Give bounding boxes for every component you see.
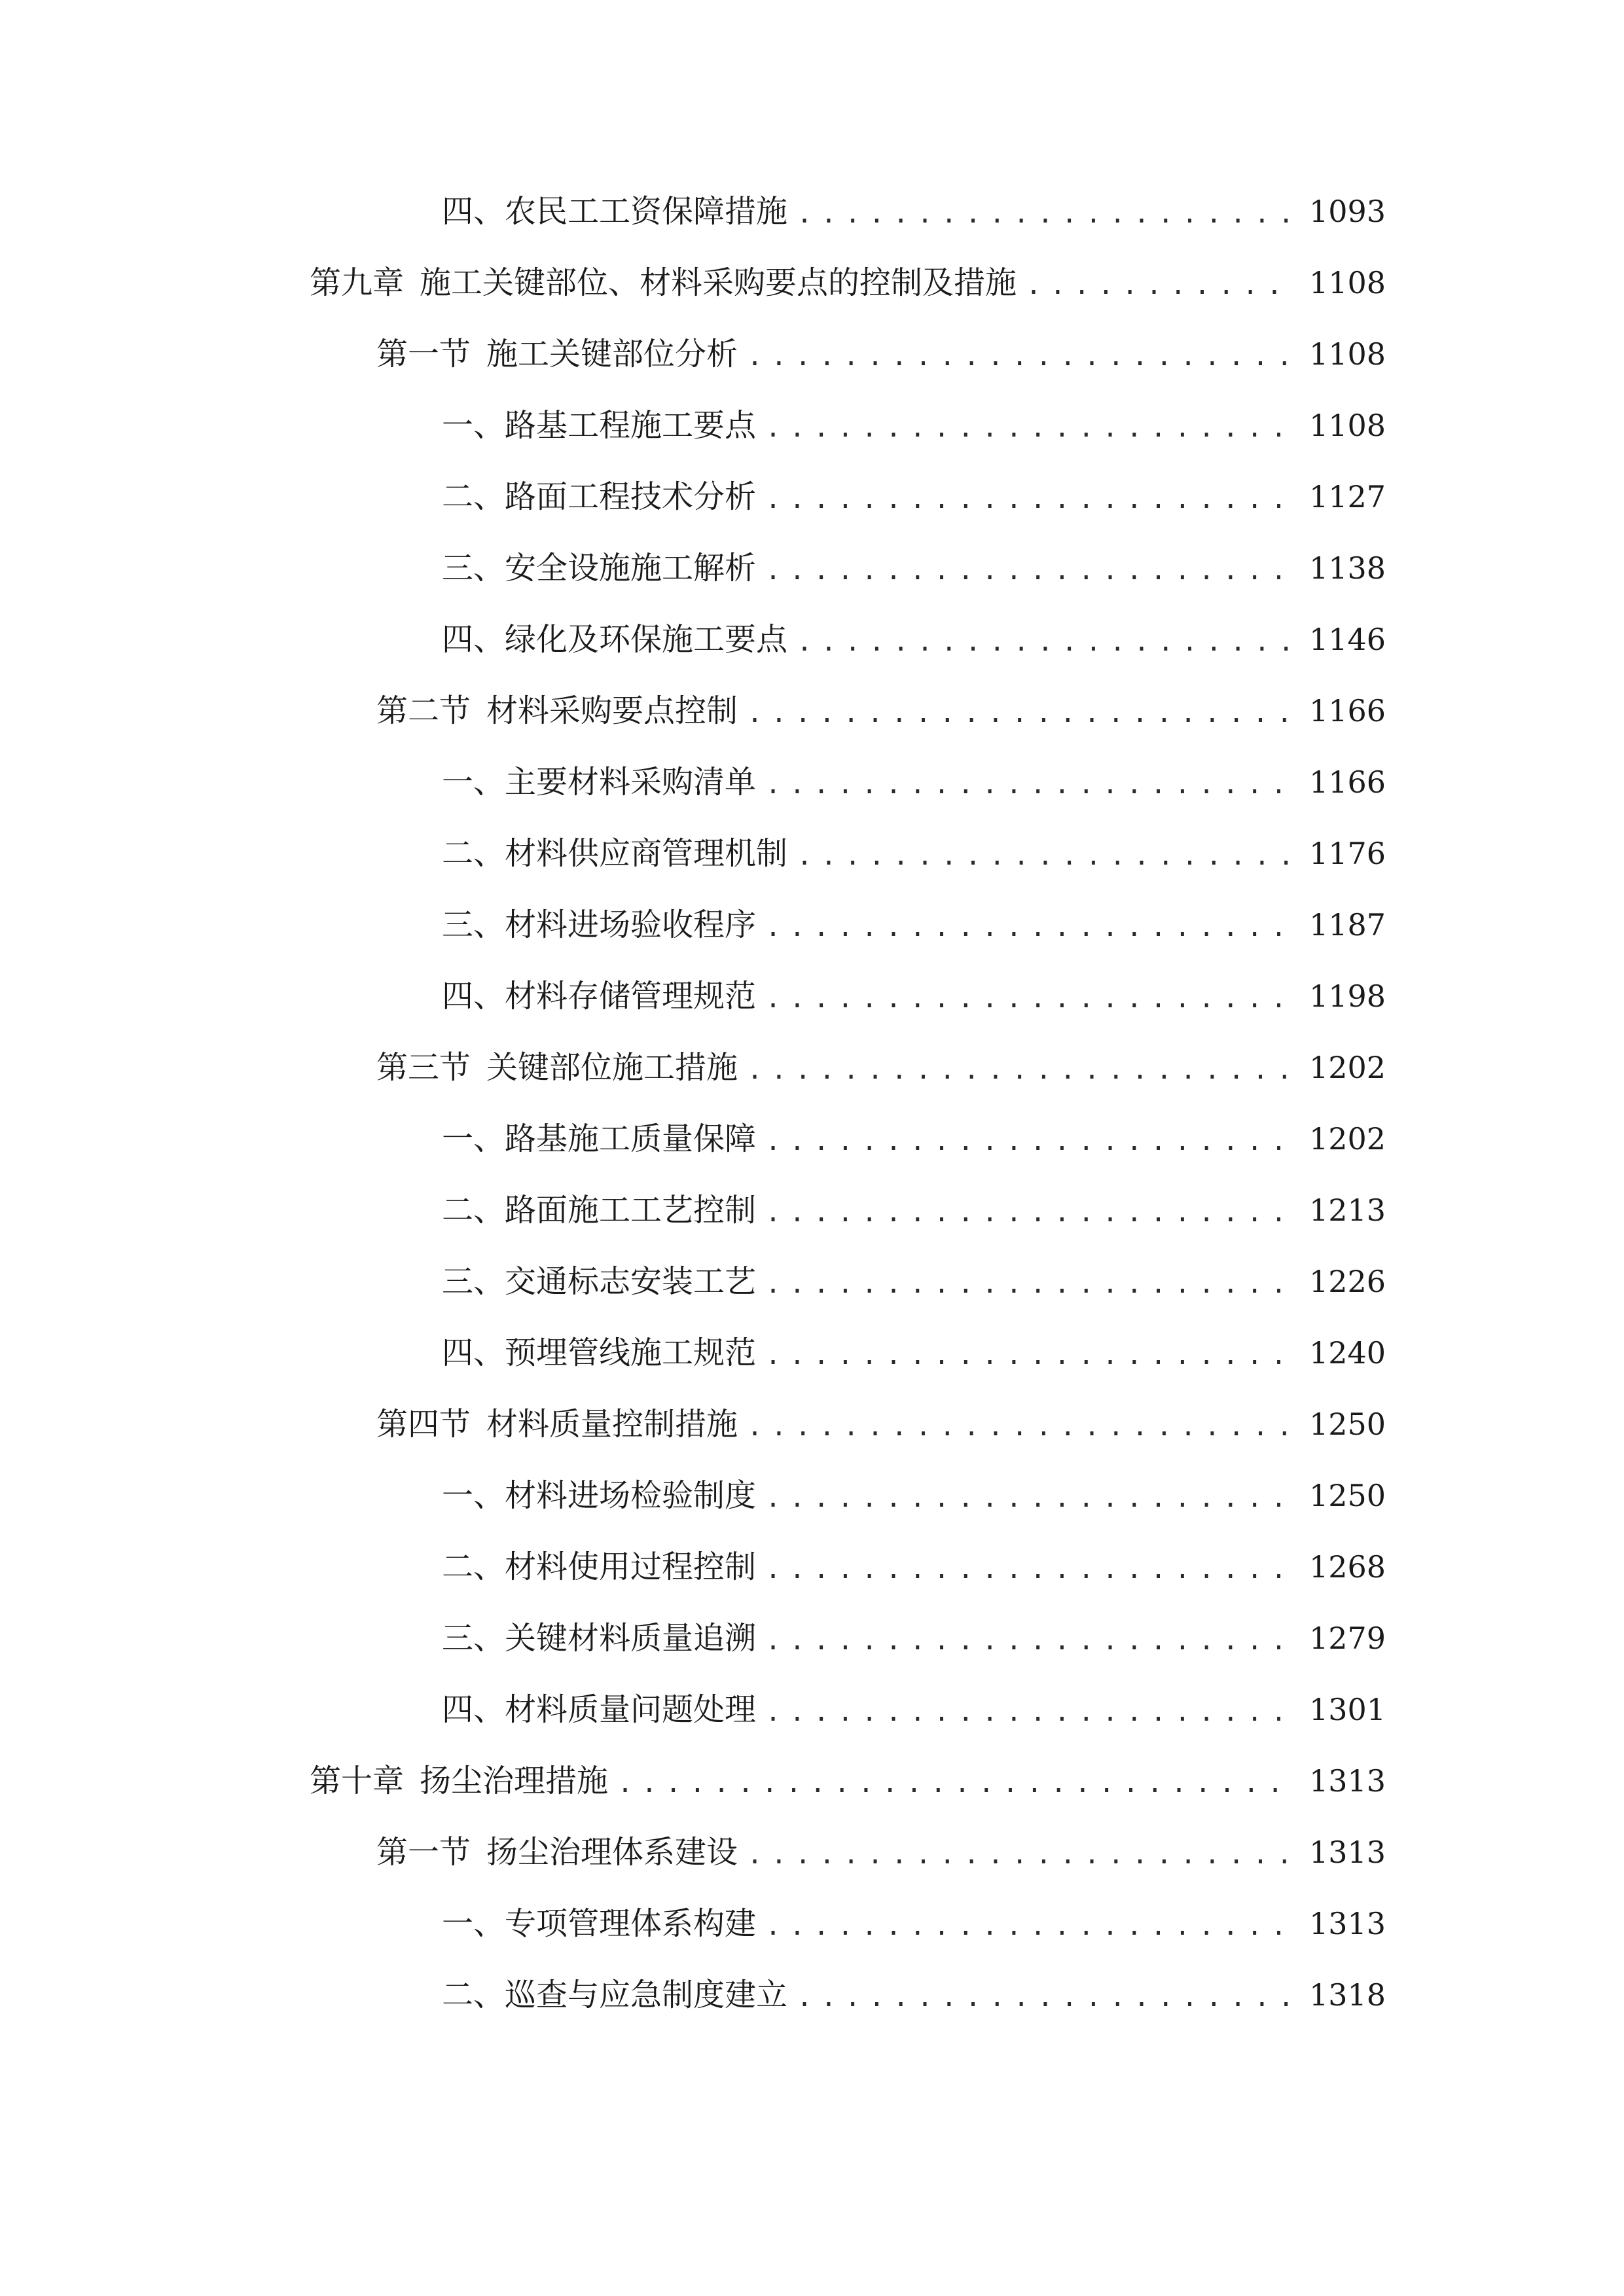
toc-entry[interactable] (442, 613, 1386, 666)
toc-entry-title: 施工关键部位分析 (486, 336, 738, 372)
toc-entry-page: 1202 (1309, 1121, 1386, 1157)
toc-entry[interactable] (442, 1113, 1386, 1165)
toc-entry-page: 1318 (1309, 1977, 1386, 2013)
toc-section[interactable] (376, 1826, 1386, 1878)
dot-leader (765, 973, 1296, 1025)
toc-entry-number: 一、 (442, 1905, 505, 1942)
dot-leader (747, 331, 1296, 383)
toc-entry-title: 材料质量控制措施 (486, 1406, 738, 1443)
toc-entry[interactable] (442, 1683, 1386, 1736)
toc-entry[interactable] (442, 970, 1386, 1022)
toc-entry-page: 1202 (1309, 1050, 1386, 1085)
toc-entry-page: 1138 (1309, 550, 1386, 586)
toc-entry[interactable] (442, 1897, 1386, 1950)
toc-entry-number: 第三节 (376, 1049, 471, 1086)
dot-leader (765, 1258, 1296, 1310)
toc-entry-title: 材料进场验收程序 (505, 906, 757, 943)
toc-entry-page: 1146 (1309, 622, 1386, 657)
toc-entry-number: 二、 (442, 1977, 505, 2013)
dot-leader (747, 1401, 1296, 1453)
toc-entry-title: 材料进场检验制度 (505, 1477, 757, 1514)
toc-entry-title: 施工关键部位、材料采购要点的控制及措施 (420, 264, 1017, 301)
dot-leader (765, 1329, 1296, 1382)
toc-entry-page: 1313 (1309, 1763, 1386, 1799)
toc-section[interactable] (376, 1041, 1386, 1094)
dot-leader (797, 1971, 1296, 2024)
toc-entry-title: 农民工工资保障措施 (505, 193, 788, 230)
toc-entry[interactable] (442, 399, 1386, 452)
toc-entry[interactable] (442, 827, 1386, 880)
toc-entry-number: 四、 (442, 1691, 505, 1728)
toc-entry-title: 主要材料采购清单 (505, 764, 757, 800)
toc-entry-number: 三、 (442, 1263, 505, 1300)
dot-leader (765, 1615, 1296, 1667)
dot-leader (765, 473, 1296, 526)
toc-entry-number: 第四节 (376, 1406, 471, 1443)
toc-section[interactable] (376, 685, 1386, 737)
toc-entry-title: 材料质量问题处理 (505, 1691, 757, 1728)
toc-entry-number: 二、 (442, 1549, 505, 1585)
toc-entry-title: 路基工程施工要点 (505, 407, 757, 444)
toc-entry-number: 第九章 (310, 264, 405, 301)
toc-entry-title: 材料使用过程控制 (505, 1549, 757, 1585)
toc-entry-title: 路基施工质量保障 (505, 1121, 757, 1157)
toc-entry-number: 一、 (442, 1477, 505, 1514)
toc-entry-title: 材料采购要点控制 (486, 692, 738, 729)
toc-entry-title: 预埋管线施工规范 (505, 1335, 757, 1371)
toc-entry-page: 1176 (1309, 836, 1386, 871)
dot-leader (765, 545, 1296, 597)
toc-section[interactable] (376, 1398, 1386, 1450)
toc-entry-page: 1198 (1309, 978, 1386, 1014)
toc-entry-page: 1250 (1309, 1407, 1386, 1442)
toc-entry-number: 第十章 (310, 1763, 405, 1799)
toc-entry[interactable] (442, 1969, 1386, 2021)
toc-section[interactable] (376, 328, 1386, 380)
toc-chapter[interactable] (310, 1755, 1386, 1807)
toc-chapter[interactable] (310, 257, 1386, 309)
toc-entry-page: 1108 (1309, 336, 1386, 372)
dot-leader (765, 1686, 1296, 1738)
toc-entry-page: 1166 (1309, 764, 1386, 800)
dot-leader (797, 830, 1296, 882)
toc-entry[interactable] (442, 1255, 1386, 1308)
toc-entry-page: 1213 (1309, 1193, 1386, 1228)
toc-entry[interactable] (442, 471, 1386, 523)
dot-leader (797, 616, 1296, 668)
toc-entry-title: 扬尘治理体系建设 (486, 1834, 738, 1871)
toc-entry-title: 巡查与应急制度建立 (505, 1977, 788, 2013)
dot-leader (765, 1900, 1296, 1952)
dot-leader (765, 1115, 1296, 1168)
toc-entry-page: 1301 (1309, 1692, 1386, 1727)
toc-entry-title: 扬尘治理措施 (420, 1763, 609, 1799)
toc-entry-page: 1108 (1309, 265, 1386, 300)
toc-entry[interactable] (442, 185, 1386, 238)
toc-entry-number: 四、 (442, 193, 505, 230)
toc-entry-page: 1108 (1309, 408, 1386, 443)
toc-entry-page: 1250 (1309, 1478, 1386, 1513)
dot-leader (747, 1829, 1296, 1881)
toc-entry-title: 材料存储管理规范 (505, 978, 757, 1014)
dot-leader (765, 1543, 1296, 1596)
toc-entry-number: 四、 (442, 1335, 505, 1371)
toc-entry[interactable] (442, 899, 1386, 951)
toc-entry-number: 二、 (442, 835, 505, 872)
toc-entry-page: 1127 (1309, 479, 1386, 514)
toc-entry-number: 二、 (442, 1192, 505, 1229)
toc-entry[interactable] (442, 1612, 1386, 1664)
toc-entry-number: 三、 (442, 1620, 505, 1657)
toc-entry[interactable] (442, 542, 1386, 594)
toc-entry-number: 三、 (442, 550, 505, 586)
toc-entry-number: 一、 (442, 764, 505, 800)
dot-leader (765, 1472, 1296, 1524)
dot-leader (765, 1187, 1296, 1239)
toc-entry-title: 绿化及环保施工要点 (505, 621, 788, 658)
dot-leader (1026, 259, 1296, 312)
toc-entry[interactable] (442, 1469, 1386, 1522)
toc-entry-number: 一、 (442, 407, 505, 444)
toc-entry-number: 三、 (442, 906, 505, 943)
toc-entry-page: 1279 (1309, 1621, 1386, 1656)
toc-entry-page: 1268 (1309, 1549, 1386, 1585)
toc-entry-page: 1187 (1309, 907, 1386, 942)
dot-leader (747, 687, 1296, 740)
toc-entry[interactable] (442, 1541, 1386, 1593)
toc-entry-title: 交通标志安装工艺 (505, 1263, 757, 1300)
toc-entry-title: 关键材料质量追溯 (505, 1620, 757, 1657)
toc-entry-title: 安全设施施工解析 (505, 550, 757, 586)
dot-leader (765, 759, 1296, 811)
toc-entry-number: 二、 (442, 478, 505, 515)
toc-entry-title: 材料供应商管理机制 (505, 835, 788, 872)
dot-leader (747, 1044, 1296, 1096)
toc-entry-page: 1240 (1309, 1335, 1386, 1371)
dot-leader (797, 188, 1296, 240)
toc-entry-page: 1166 (1309, 693, 1386, 728)
toc-entry-page: 1093 (1309, 194, 1386, 229)
toc-entry[interactable] (442, 1184, 1386, 1236)
toc-entry-page: 1313 (1309, 1906, 1386, 1941)
dot-leader (765, 901, 1296, 954)
toc-entry-number: 四、 (442, 978, 505, 1014)
toc-entry-title: 专项管理体系构建 (505, 1905, 757, 1942)
toc-entry-number: 四、 (442, 621, 505, 658)
toc-entry-number: 第一节 (376, 1834, 471, 1871)
toc-entry-number: 第二节 (376, 692, 471, 729)
toc-entry-title: 路面工程技术分析 (505, 478, 757, 515)
toc-entry-page: 1313 (1309, 1835, 1386, 1870)
toc-entry-title: 关键部位施工措施 (486, 1049, 738, 1086)
dot-leader (765, 402, 1296, 454)
toc-entry-title: 路面施工工艺控制 (505, 1192, 757, 1229)
toc-entry-page: 1226 (1309, 1264, 1386, 1299)
toc-entry-number: 一、 (442, 1121, 505, 1157)
toc-entry[interactable] (442, 1327, 1386, 1379)
dot-leader (617, 1757, 1296, 1810)
toc-entry-number: 第一节 (376, 336, 471, 372)
toc-entry[interactable] (442, 756, 1386, 808)
